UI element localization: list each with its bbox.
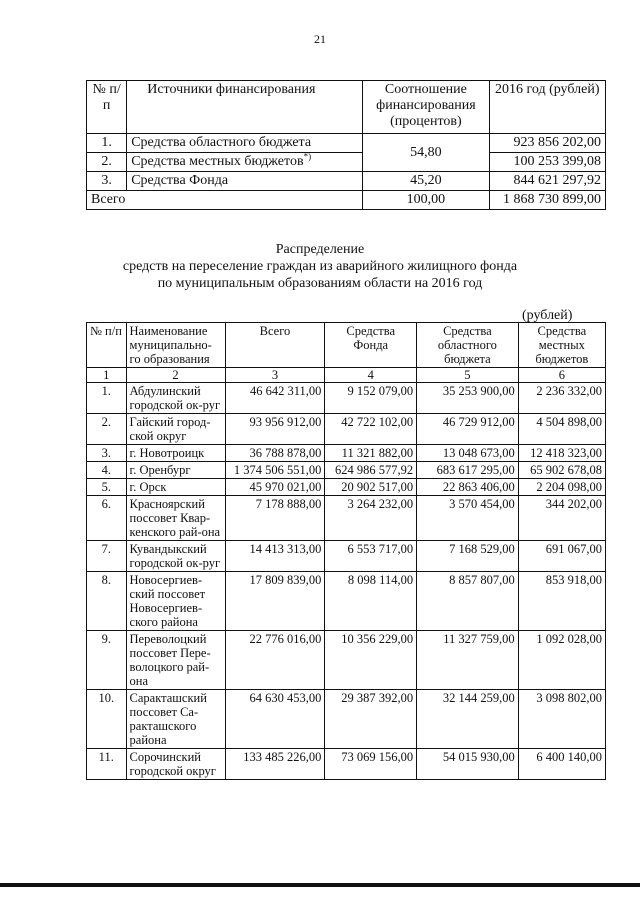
funding-header-year: 2016 год (рублей) [489, 81, 606, 134]
funding-merged-ratio: 54,80 [363, 134, 489, 172]
funding-row-source-text: Средства местных бюджетов [131, 154, 304, 169]
row-fund: 10 356 229,00 [325, 631, 417, 690]
row-total: 46 642 311,00 [225, 383, 325, 414]
distribution-table [86, 322, 606, 780]
row-fund: 624 986 577,92 [325, 462, 417, 479]
row-num: 7. [87, 541, 127, 572]
row-total: 64 630 453,00 [225, 690, 325, 749]
row-total: 17 809 839,00 [225, 572, 325, 631]
distribution-title: Распределение [275, 242, 365, 257]
funding-row-source: Средства областного бюджета [127, 134, 363, 153]
row-local: 6 400 140,00 [518, 749, 605, 780]
row-total: 36 788 878,00 [225, 445, 325, 462]
column-index: 5 [417, 368, 519, 383]
row-num: 2. [87, 414, 127, 445]
row-name: Переволоцкий поссовет Пере-волоцкого рай-она [126, 631, 225, 690]
row-name: Сорочинский городской округ [126, 749, 225, 780]
row-regional: 3 570 454,00 [417, 496, 519, 541]
row-fund: 20 902 517,00 [325, 479, 417, 496]
funding-row-num: 1. [87, 134, 127, 153]
funding-total-ratio: 100,00 [363, 191, 489, 210]
row-regional: 32 144 259,00 [417, 690, 519, 749]
column-index: 1 [87, 368, 127, 383]
row-num: 5. [87, 479, 127, 496]
funding-row-source [127, 153, 363, 172]
row-total: 45 970 021,00 [225, 479, 325, 496]
funding-row-amount: 923 856 202,00 [489, 134, 606, 153]
table-row [87, 631, 606, 690]
row-total: 22 776 016,00 [225, 631, 325, 690]
row-fund: 6 553 717,00 [325, 541, 417, 572]
row-name: г. Новотроицк [126, 445, 225, 462]
row-regional: 13 048 673,00 [417, 445, 519, 462]
row-fund: 11 321 882,00 [325, 445, 417, 462]
funding-header-source: Источники финансирования [127, 81, 363, 134]
page-number: 21 [314, 32, 326, 46]
row-fund: 8 098 114,00 [325, 572, 417, 631]
page-bottom-rule [0, 883, 640, 887]
row-regional: 46 729 912,00 [417, 414, 519, 445]
header-num: № п/п [87, 323, 127, 368]
header-local: Средства местных бюджетов [518, 323, 605, 368]
row-fund: 3 264 232,00 [325, 496, 417, 541]
row-num: 8. [87, 572, 127, 631]
funding-row-amount: 844 621 297,92 [489, 172, 606, 191]
row-total: 93 956 912,00 [225, 414, 325, 445]
header-total: Всего [225, 323, 325, 368]
row-total: 7 178 888,00 [225, 496, 325, 541]
row-name: Кувандыкский городской ок-руг [126, 541, 225, 572]
funding-row [87, 172, 606, 191]
funding-total-label: Всего [87, 191, 363, 210]
row-local: 1 092 028,00 [518, 631, 605, 690]
row-local: 853 918,00 [518, 572, 605, 631]
funding-row-num: 2. [87, 153, 127, 172]
row-regional: 22 863 406,00 [417, 479, 519, 496]
row-num: 1. [87, 383, 127, 414]
row-local: 65 902 678,08 [518, 462, 605, 479]
distribution-header-row [87, 323, 606, 368]
row-local: 3 098 802,00 [518, 690, 605, 749]
row-local: 12 418 323,00 [518, 445, 605, 462]
row-fund: 73 069 156,00 [325, 749, 417, 780]
row-fund: 9 152 079,00 [325, 383, 417, 414]
table-row [87, 462, 606, 479]
row-num: 11. [87, 749, 127, 780]
column-index-row [87, 368, 606, 383]
funding-row-amount: 100 253 399,08 [489, 153, 606, 172]
row-name: Красноярский поссовет Квар-кенского рай-она [126, 496, 225, 541]
currency-unit: (рублей) [522, 308, 573, 323]
funding-total-amount: 1 868 730 899,00 [489, 191, 606, 210]
funding-header-num: № п/п [87, 81, 127, 134]
distribution-subtitle-line-1: средств на переселение граждан из аварийного жилищного фонда [122, 259, 518, 274]
funding-row-num: 3. [87, 172, 127, 191]
column-index: 4 [325, 368, 417, 383]
row-regional: 54 015 930,00 [417, 749, 519, 780]
table-row [87, 445, 606, 462]
header-regional: Средства областного бюджета [417, 323, 519, 368]
footnote-marker: *) [303, 151, 312, 162]
row-num: 4. [87, 462, 127, 479]
row-name: Абдулинский городской ок-руг [126, 383, 225, 414]
table-row [87, 496, 606, 541]
row-fund: 29 387 392,00 [325, 690, 417, 749]
row-name: г. Оренбург [126, 462, 225, 479]
distribution-subtitle-line-2: по муниципальным образованиям области на 2016 год [157, 276, 483, 291]
row-name: г. Орск [126, 479, 225, 496]
funding-row-source: Средства Фонда [127, 172, 363, 191]
row-num: 6. [87, 496, 127, 541]
column-index: 6 [518, 368, 605, 383]
funding-header-ratio: Соотношение финансирования (процентов) [363, 81, 489, 134]
funding-header-row [87, 81, 606, 134]
row-local: 2 204 098,00 [518, 479, 605, 496]
row-local: 344 202,00 [518, 496, 605, 541]
row-regional: 35 253 900,00 [417, 383, 519, 414]
row-name: Новосергиев-ский поссовет Новосергиев-ского района [126, 572, 225, 631]
row-regional: 683 617 295,00 [417, 462, 519, 479]
row-name: Саракташский поссовет Са-ракташского района [126, 690, 225, 749]
funding-row [87, 134, 606, 153]
table-row [87, 414, 606, 445]
header-name: Наименование муниципально-го образования [126, 323, 225, 368]
table-row [87, 572, 606, 631]
row-num: 3. [87, 445, 127, 462]
row-local: 2 236 332,00 [518, 383, 605, 414]
row-regional: 8 857 807,00 [417, 572, 519, 631]
row-total: 1 374 506 551,00 [225, 462, 325, 479]
column-index: 2 [126, 368, 225, 383]
funding-row [87, 153, 606, 172]
row-local: 4 504 898,00 [518, 414, 605, 445]
distribution-body [87, 383, 606, 780]
table-row [87, 383, 606, 414]
row-total: 133 485 226,00 [225, 749, 325, 780]
funding-sources-table [86, 80, 606, 210]
row-fund: 42 722 102,00 [325, 414, 417, 445]
table-row [87, 541, 606, 572]
funding-total-row [87, 191, 606, 210]
row-regional: 7 168 529,00 [417, 541, 519, 572]
row-num: 10. [87, 690, 127, 749]
table-row [87, 690, 606, 749]
table-row [87, 479, 606, 496]
row-regional: 11 327 759,00 [417, 631, 519, 690]
row-total: 14 413 313,00 [225, 541, 325, 572]
header-fund: Средства Фонда [325, 323, 417, 368]
funding-row-ratio: 45,20 [363, 172, 489, 191]
row-local: 691 067,00 [518, 541, 605, 572]
column-index: 3 [225, 368, 325, 383]
row-num: 9. [87, 631, 127, 690]
row-name: Гайский город-ской округ [126, 414, 225, 445]
table-row [87, 749, 606, 780]
